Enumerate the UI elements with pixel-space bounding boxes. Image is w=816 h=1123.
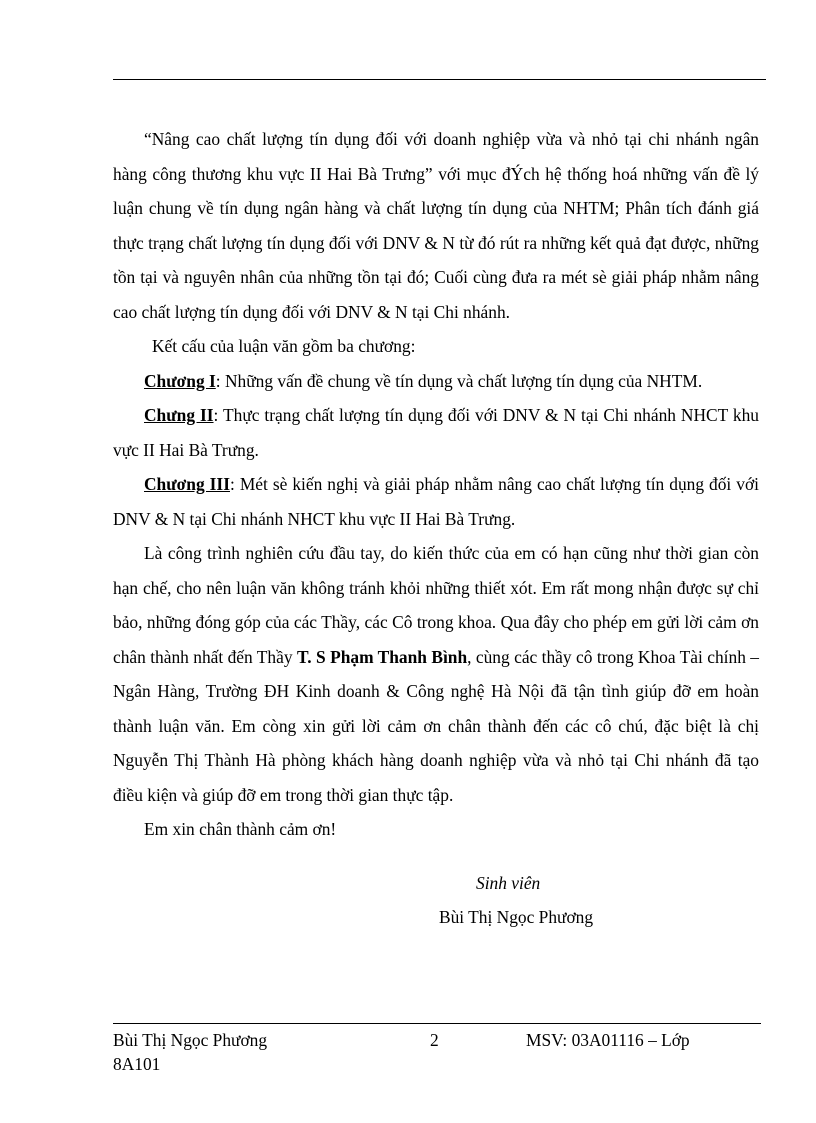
paragraph-chapter-2 [113,398,759,467]
advisor-name: T. S Phạm Thanh Bình [296,646,468,667]
signature-name: Bùi Thị Ngọc Phương [439,907,594,927]
paragraph-intro: “Nâng cao chất lượng tín dụng đối với doanh nghiệp vừa và nhỏ tại chi nhánh ngân hàng công thương khu vực II Hai Bà Trưng” với mục đÝch hệ thống hoá những vấn đề lý luận chung về tín dụng ngân hàng và chất lượng tín dụng của NHTM; Phân tích đánh giá thực trạng chất lượng tín dụng đối với DNV & N từ đó rút ra những kết quả đạt được, những tồn tại và nguyên nhân của những tồn tại đó; Cuối cùng đưa ra mét sè giải pháp nhằm nâng cao chất lượng tín dụng đối với DNV & N tại Chi nhánh. [113,129,759,322]
ack-text-part-1: Là công trình nghiên cứu đầu tay, do kiến thức của em có hạn cũng như thời gian còn hạn chế, cho nên luận văn không tránh khỏi những thiết xót. Em rất mong nhận được sự chỉ bảo, những đóng góp của các Thầy, các Cô trong khoa. Qua đây cho phép em gửi lời cảm ơn chân thành nhất đến Thầy [113,543,759,667]
footer-author: Bùi Thị Ngọc Phương 8A101 [113,1030,268,1074]
paragraph-structure: Kết cấu của luận văn gồm ba chương: [152,336,416,356]
chapter-3-text: : Mét sè kiến nghị và giải pháp nhằm nâng cao chất lượng tín dụng đối với DNV & N tại Chi nhánh NHCT khu vực II Hai Bà Trưng. [113,474,759,529]
chapter-1-label: Chương I [144,370,216,391]
paragraph-chapter-3 [113,467,759,536]
document-body [113,122,759,847]
paragraph-chapter-1 [113,364,759,399]
chapter-1-text: : Những vấn đề chung về tín dụng và chất lượng tín dụng của NHTM. [215,370,703,391]
footer-student-info: MSV: 03A01116 – Lớp [526,1030,690,1050]
chapter-3-label: Chương III [144,474,230,494]
header-rule [113,79,766,80]
paragraph-thanks: Em xin chân thành cảm ơn! [144,819,337,839]
paragraph-acknowledgement [113,536,759,812]
signature-title: Sinh viên [476,873,541,893]
ack-text-part-2: , cùng các thầy cô trong Khoa Tài chính – Ngân Hàng, Trường ĐH Kinh doanh & Công nghệ Hà Nội đã tận tình giúp đỡ em hoàn thành luận văn. Em còng xin gửi lời cảm ơn chân thành đến các cô chú, đặc biệt là chị Nguyễn Thị Thành Hà phòng khách hàng doanh nghiệp vừa và nhỏ tại Chi nhánh đã tạo điều kiện và giúp đỡ em trong thời gian thực tập. [113,646,759,805]
chapter-2-label: Chưng II [144,405,214,425]
footer-page-number: 2 [430,1030,439,1050]
chapter-2-text: : Thực trạng chất lượng tín dụng đối với DNV & N tại Chi nhánh NHCT khu vực II Hai Bà Trưng. [113,405,759,460]
footer-rule [113,1023,761,1024]
